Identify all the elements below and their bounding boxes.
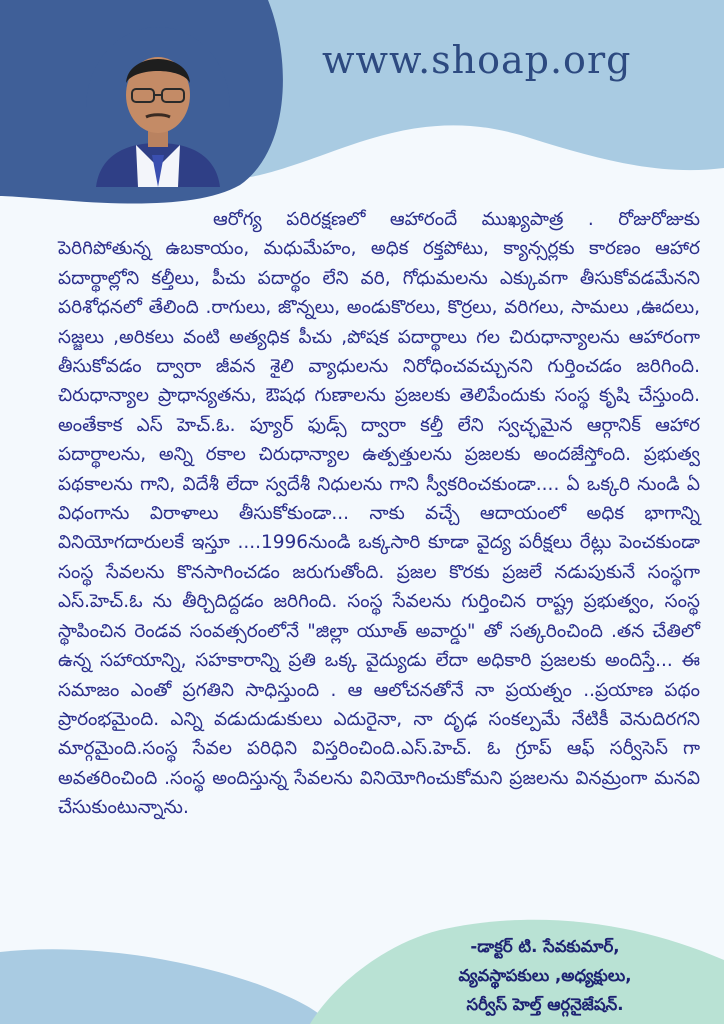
bottom-left-blob [0, 949, 330, 1024]
founder-photo [86, 27, 230, 187]
article-body: ఆరోగ్య పరిరక్షణలో ఆహారందే ముఖ్యపాత్ర . రోజురోజుకు పెరిగిపోతున్న ఉబకాయం, మధుమేహం, అధిక రక్తపోటు, క్యాన్సర్లకు కారణం ఆహార పదార్థాల్లోని కల్తీలు, పీచు పదార్థం లేని వరి, గోధుమలను ఎక్కువగా తీసుకోవడమేనని పరిశోధనలో తేలింది .రాగులు, జొన్నలు, అండుకొరలు, కొర్రలు, వరిగలు, సామలు ,ఊదలు, సజ్జలు ,అరికలు వంటి అత్యధిక పీచు ,పోషక పదార్థాలు గల చిరుధాన్యాలను ఆహారంగా తీసుకోవడం ద్వారా జీవన శైలి వ్యాధులను నిరోధించవచ్చునని గుర్తించడం జరిగింది. చిరుధాన్యాల ప్రాధాన్యతను, ఔషధ గుణాలను ప్రజలకు తెలిపేందుకు సంస్థ కృషి చేస్తుంది. అంతేకాక ఎస్ హెచ్.ఓ. ప్యూర్ ఫుడ్స్ ద్వారా కల్తీ లేని స్వచ్ఛమైన ఆర్గానిక్ ఆహార పదార్థాలను, అన్ని రకాల చిరుధాన్యాల ఉత్పత్తులను ప్రజలకు అందజేస్తోంది. ప్రభుత్వ పథకాలను గాని, విదేశీ లేదా స్వదేశీ నిధులను గాని స్వీకరించకుండా.... ఏ ఒక్కరి నుండి ఏ విధంగాను విరాళాలు తీసుకోకుండా... నాకు వచ్చే ఆదాయంలో అధిక భాగాన్ని వినియోగదారులకే ఇస్తూ ....1996నుండి ఒక్కసారి కూడా వైద్య పరీక్షలు రేట్లు పెంచకుండా సంస్థ సేవలను కొనసాగించడం జరుగుతోంది. ప్రజల కొరకు ప్రజలే నడుపుకునే సంస్థగా ఎస్.హెచ్.ఓ ను తీర్చిదిద్దడం జరిగింది. సంస్థ సేవలను గుర్తించిన రాష్ట్ర ప్రభుత్వం, సంస్థ స్థాపించిన రెండవ సంవత్సరంలోనే "జిల్లా యూత్ అవార్డు" తో సత్కరించింది .తన చేతిలో ఉన్న సహాయాన్ని, సహకారాన్ని ప్రతి ఒక్క వైద్యుడు లేదా అధికారి ప్రజలకు అందిస్తే... ఈ సమాజం ఎంతో ప్రగతిని సాధిస్తుంది . ఆ ఆలోచనతోనే నా ప్రయత్నం ..ప్రయాణ పథం ప్రారంభమైంది. ఎన్ని వడుదుడుకులు ఎదురైనా, నా దృఢ సంకల్పమే నేటికీ వెనుదిరగని మార్గమైంది.సంస్థ సేవల పరిధిని విస్తరించింది.ఎస్.హెచ్. ఓ గ్రూప్ ఆఫ్ సర్వీసెస్ గా అవతరించింది .సంస్థ అందిస్తున్న సేవలను వినియోగించుకోమని ప్రజలను వినమ్రంగా మనవి చేసుకుంటున్నాను. [58, 209, 700, 819]
signature-block [400, 932, 690, 1019]
author-name: -డాక్టర్ టి. సేవకుమార్, [470, 937, 620, 956]
website-url[interactable]: www.shoap.org [322, 38, 632, 82]
author-organization: సర్వీస్ హెల్త్ ఆర్గనైజేషన్. [466, 995, 624, 1014]
author-role: వ్యవస్థాపకులు ,అధ్యక్షులు, [458, 966, 632, 985]
